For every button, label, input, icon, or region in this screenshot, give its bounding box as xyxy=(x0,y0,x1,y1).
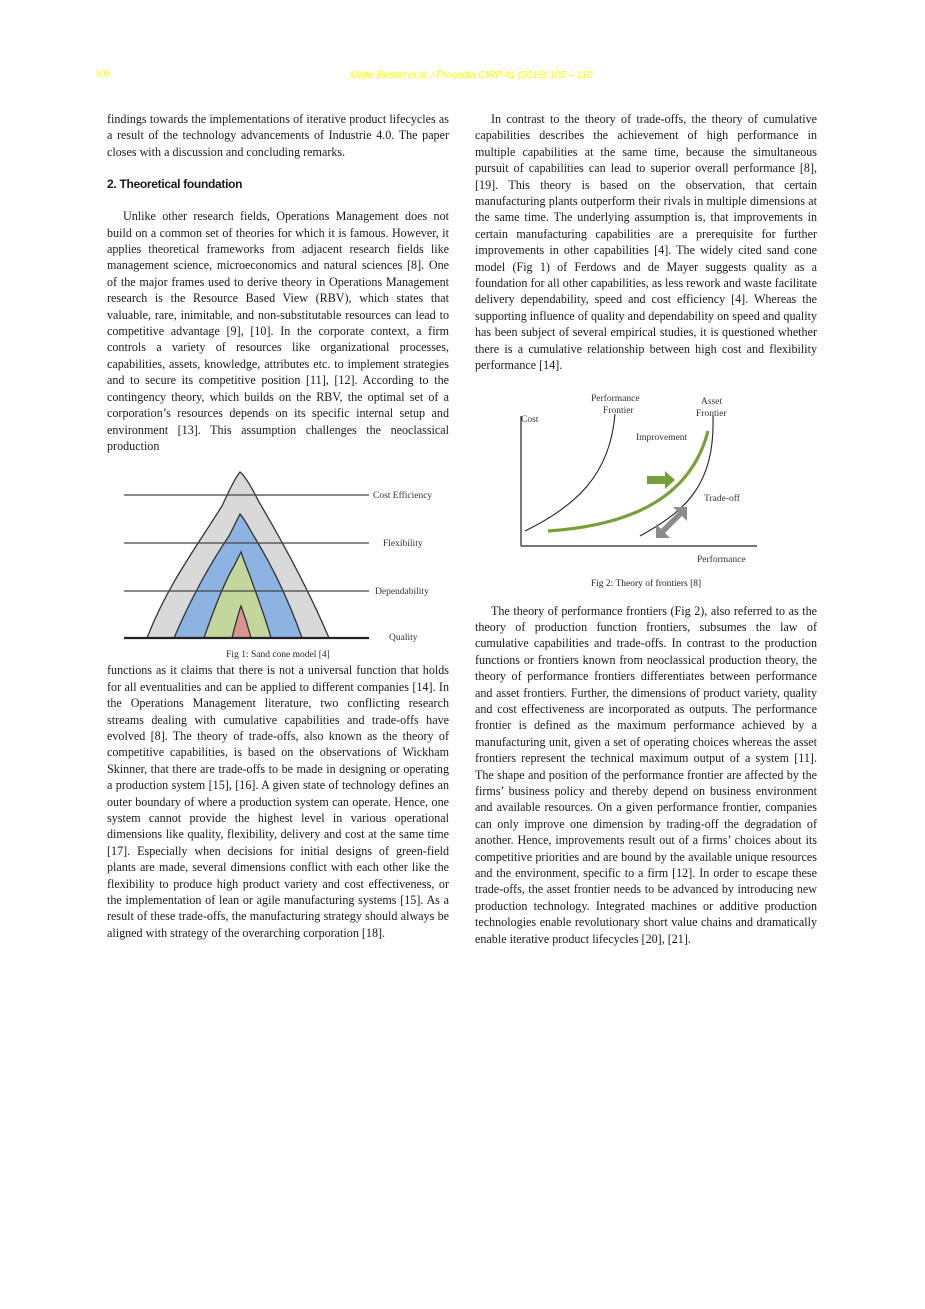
label-cost-efficiency: Cost Efficiency xyxy=(373,491,433,502)
asset-frontier-label-2: Frontier xyxy=(696,408,727,419)
section-heading: 2. Theoretical foundation xyxy=(107,177,243,192)
right-column xyxy=(475,111,817,947)
label-flexibility: Flexibility xyxy=(383,539,423,550)
running-header xyxy=(0,69,925,85)
label-dependability: Dependability xyxy=(375,587,429,598)
left-column xyxy=(107,111,449,941)
asset-frontier-label-1: Asset xyxy=(701,396,723,407)
frontiers-diagram xyxy=(475,386,817,574)
figure-sand-cone xyxy=(107,466,449,660)
trade-off-label: Trade-off xyxy=(704,493,740,504)
figure-theory-of-frontiers xyxy=(475,386,817,591)
paragraph-cumulative-capabilities: In contrast to the theory of trade-offs, the theory of cumulative capabilities describes the achievement of high performance in multiple capabilities at the same time, because the simultaneous pursuit of capabilities can lead to superior overall performance [8], [19]. This theory is based on the observation, that certain manufacturing plants outperform their rivals in multiple dimensions at the same time. The underlying assumption is, that improvements in certain manufacturing capabilities are a prerequisite for further improvements in other capabilities [4]. The widely cited sand cone model (Fig 1) of Ferdows and de Mayer suggests quality as a foundation for all other capabilities, as less rework and waste facilitate delivery dependability, speed and cost efficiency [4]. Whereas the supporting influence of quality and dependability on speed and quality has been subject of several empirical studies, it is questioned whether there is a cumulative relationship between high cost and flexibility performance [14]. xyxy=(475,112,817,373)
performance-frontier-label-2: Frontier xyxy=(603,405,634,416)
x-axis-label: Performance xyxy=(697,554,746,565)
paragraph-performance-frontiers: The theory of performance frontiers (Fig 2), also referred to as the theory of production function frontiers, subsumes the law of cumulative capabilities and trade-offs. In contrast to the production functions or frontiers known from neoclassical production theory, the theory of performance frontiers differentiates between performance and asset frontiers. Further, the dimensions of product variety, quality and cost effectiveness are incorporated as outputs. The performance frontier is defined as the maximum performance achieved by a manufacturing unit, given a set of operating choices whereas the asset frontiers represent the technical maximum output of a system [11]. The shape and position of the performance frontier are affected by the firms’ business policy and thereby depend on business environment and available resources. On a given performance frontier, companies can only improve one dimension by trading-off the degradation of another. Hence, improvements result out of a firms’ choices about its competitive priorities and are bound by the available unique resources and the environment, specific to a firm [12]. In order to escape these trade-offs, the asset frontier needs to be advanced by introducing new production technology. Integrated machines or additive production technologies enable revolutionary short value chains and dramatically enable iterative product lifecycles [20], [21]. xyxy=(475,603,817,946)
improvement-arrow-icon xyxy=(647,471,675,489)
y-axis-label: Cost xyxy=(521,414,539,425)
intro-ending-paragraph: findings towards the implementations of iterative product lifecycles as a result of the technology advancements of Industrie 4.0. The paper closes with a discussion and concluding remarks. xyxy=(107,112,449,159)
running-title: Malte Brettel et al. / Procedia CIRP 41 (2016) 105 – 110 xyxy=(350,69,593,81)
paragraph-theoretical-foundation: Unlike other research fields, Operations Management does not build on a common set of theories for which it is famous. However, it applies theoretical frameworks from adjacent research fields like management science, microeconomics and natural sciences [8]. One of the major frames used to derive theory in Operations Management research is the Resource Based View (RBV), which states that valuable, rare, inimitable, and non-substitutable resources can lead to competitive advantage [9], [10]. In the corporate context, a firm controls a variety of resources like organizational processes, capabilities, assets, knowledge, attributes etc. to implement strategies and to secure its competitive position [11], [12]. According to the contingency theory, which builds on the RBV, the optimal set of a corporation’s resources depends on its specific internal setup and environment [13]. This assumption challenges the neoclassical production xyxy=(107,209,449,453)
label-quality: Quality xyxy=(389,633,418,644)
sand-cone-diagram xyxy=(107,466,449,644)
improvement-label: Improvement xyxy=(636,432,688,443)
figure-1-caption: Fig 1: Sand cone model [4] xyxy=(226,649,330,660)
figure-2-caption: Fig 2: Theory of frontiers [8] xyxy=(590,578,702,589)
paragraph-trade-offs: functions as it claims that there is not a universal function that holds for all eventualities and can be applied to different companies [14]. In the Operations Management literature, two conflicting research streams dealing with cumulative capabilities and trade-offs have evolved [8]. The theory of trade-offs, also known as the theory of competitive capabilities, is based on the observations of Wickham Skinner, that there are trade-offs to be made in designing or operating a production system [15], [16]. A given state of technology defines an outer boundary of where a production system can operate. Hence, one system cannot provide the highest level in various operational dimensions like quality, flexibility, delivery and cost at the same time [17]. Especially when decisions for initial designs of green-field plants are made, several dimensions conflict with each other like the flexibility to produce high product variety and cost effectiveness, or the implementation of lean or agile manufacturing systems [15]. As a result of these trade-offs, the manufacturing strategy should always be aligned with strategy of the overarching corporation [18]. xyxy=(107,663,449,940)
performance-frontier-label-1: Performance xyxy=(591,393,640,404)
page-number: 106 xyxy=(95,69,111,80)
performance-frontier-curve xyxy=(525,414,615,531)
trade-off-arrow-icon xyxy=(656,507,687,538)
